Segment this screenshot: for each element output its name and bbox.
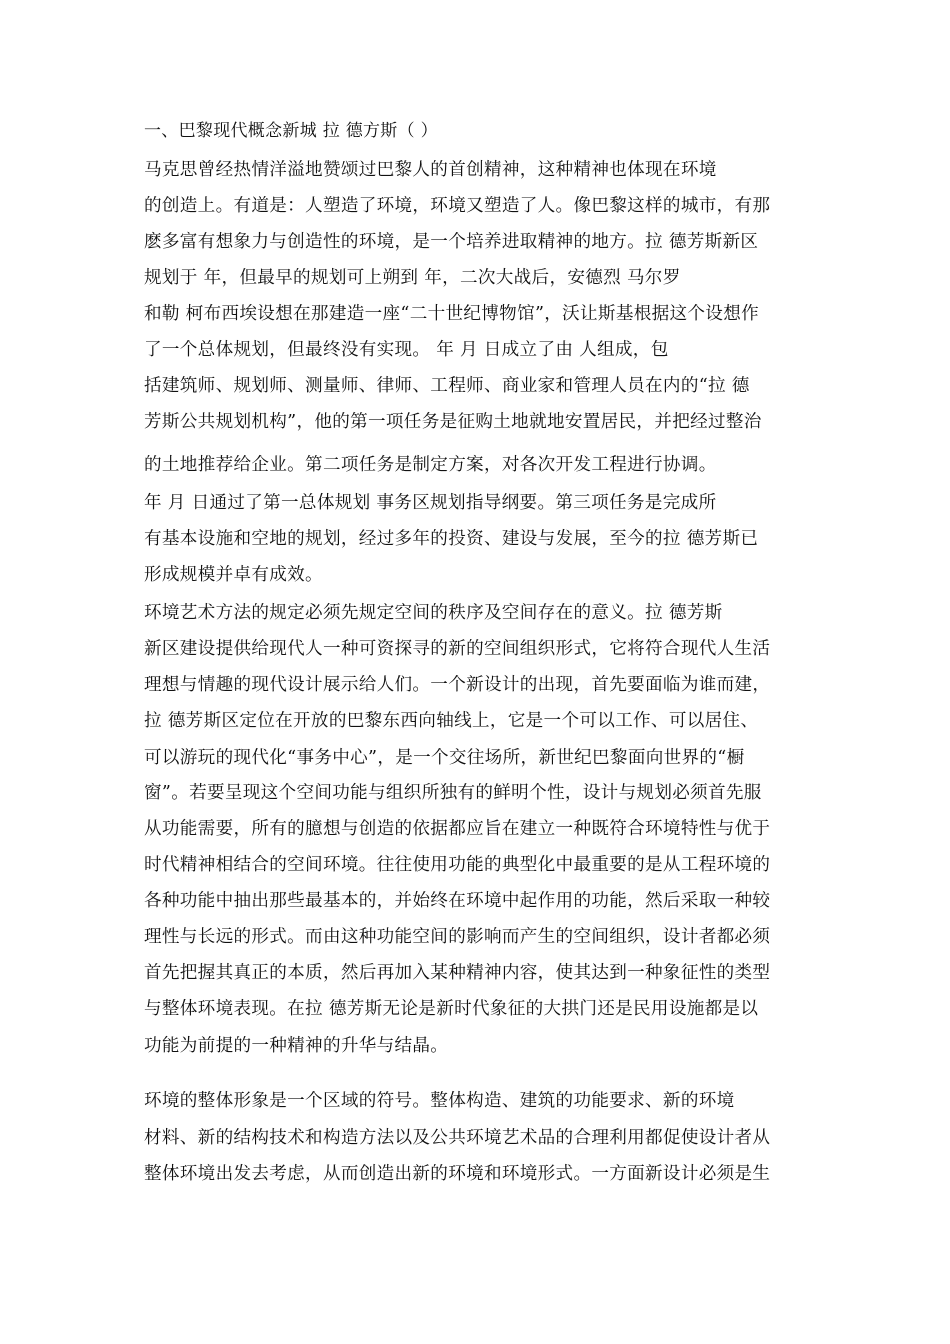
text-line: 首先把握其真正的本质，然后再加入某种精神内容，使其达到一种象征性的类型 [144,963,771,983]
text-line: 和勒 柯布西埃设想在那建造一座“二十世纪博物馆”，沃让斯基根据这个设想作 [144,304,759,324]
text-line: 的土地推荐给企业。第二项任务是制定方案，对各次开发工程进行协调。 [144,455,717,475]
text-line: 新区建设提供给现代人一种可资探寻的新的空间组织形式，它将符合现代人生活 [144,639,771,659]
text-line: 麽多富有想象力与创造性的环境，是一个培养进取精神的地方。拉 德芳斯新区 [144,232,759,252]
text-line: 拉 德芳斯区定位在开放的巴黎东西向轴线上，它是一个可以工作、可以居住、 [144,711,759,731]
text-line: 各种功能中抽出那些最基本的，并始终在环境中起作用的功能，然后采取一种较 [144,891,771,911]
text-line: 括建筑师、规划师、测量师、律师、工程师、商业家和管理人员在内的“拉 德 [144,376,750,396]
text-line: 可以游玩的现代化“事务中心”，是一个交往场所，新世纪巴黎面向世界的“橱 [144,748,745,768]
text-line: 与整体环境表现。在拉 德芳斯无论是新时代象征的大拱门还是民用设施都是以 [144,999,759,1019]
text-line: 从功能需要，所有的臆想与创造的依据都应旨在建立一种既符合环境特性与优于 [144,819,771,839]
text-line: 理性与长远的形式。而由这种功能空间的影响而产生的空间组织，设计者都必须 [144,927,771,947]
text-line: 规划于 年，但最早的规划可上朔到 年，二次大战后，安德烈 马尔罗 [144,268,681,288]
section-heading: 一、巴黎现代概念新城 拉 德方斯（ ） [144,121,438,141]
text-line: 环境艺术方法的规定必须先规定空间的秩序及空间存在的意义。拉 德芳斯 [144,603,723,623]
text-line: 功能为前提的一种精神的升华与结晶。 [144,1036,449,1056]
text-line: 理想与情趣的现代设计展示给人们。一个新设计的出现，首先要面临为谁而建， [144,675,771,695]
text-line: 有基本设施和空地的规划，经过多年的投资、建设与发展，至今的拉 德芳斯已 [144,529,759,549]
text-line: 窗”。若要呈现这个空间功能与组织所独有的鲜明个性，设计与规划必须首先服 [144,783,762,803]
text-line: 整体环境出发去考虑，从而创造出新的环境和环境形式。一方面新设计必须是生 [144,1164,771,1184]
text-line: 了一个总体规划，但最终没有实现。 年 月 日成立了由 人组成，包 [144,340,669,360]
text-line: 环境的整体形象是一个区域的符号。整体构造、建筑的功能要求、新的环境 [144,1091,735,1111]
text-line: 的创造上。有道是：人塑造了环境，环境又塑造了人。像巴黎这样的城市，有那 [144,196,771,216]
text-line: 年 月 日通过了第一总体规划 事务区规划指导纲要。第三项任务是完成所 [144,493,717,513]
text-line: 时代精神相结合的空间环境。往往使用功能的典型化中最重要的是从工程环境的 [144,855,771,875]
text-line: 材料、新的结构技术和构造方法以及公共环境艺术品的合理利用都促使设计者从 [144,1128,771,1148]
text-line: 芳斯公共规划机构”，他的第一项任务是征购土地就地安置居民，并把经过整治 [144,412,762,432]
text-line: 形成规模并卓有成效。 [144,565,323,585]
text-line: 马克思曾经热情洋溢地赞颂过巴黎人的首创精神，这种精神也体现在环境 [144,160,717,180]
